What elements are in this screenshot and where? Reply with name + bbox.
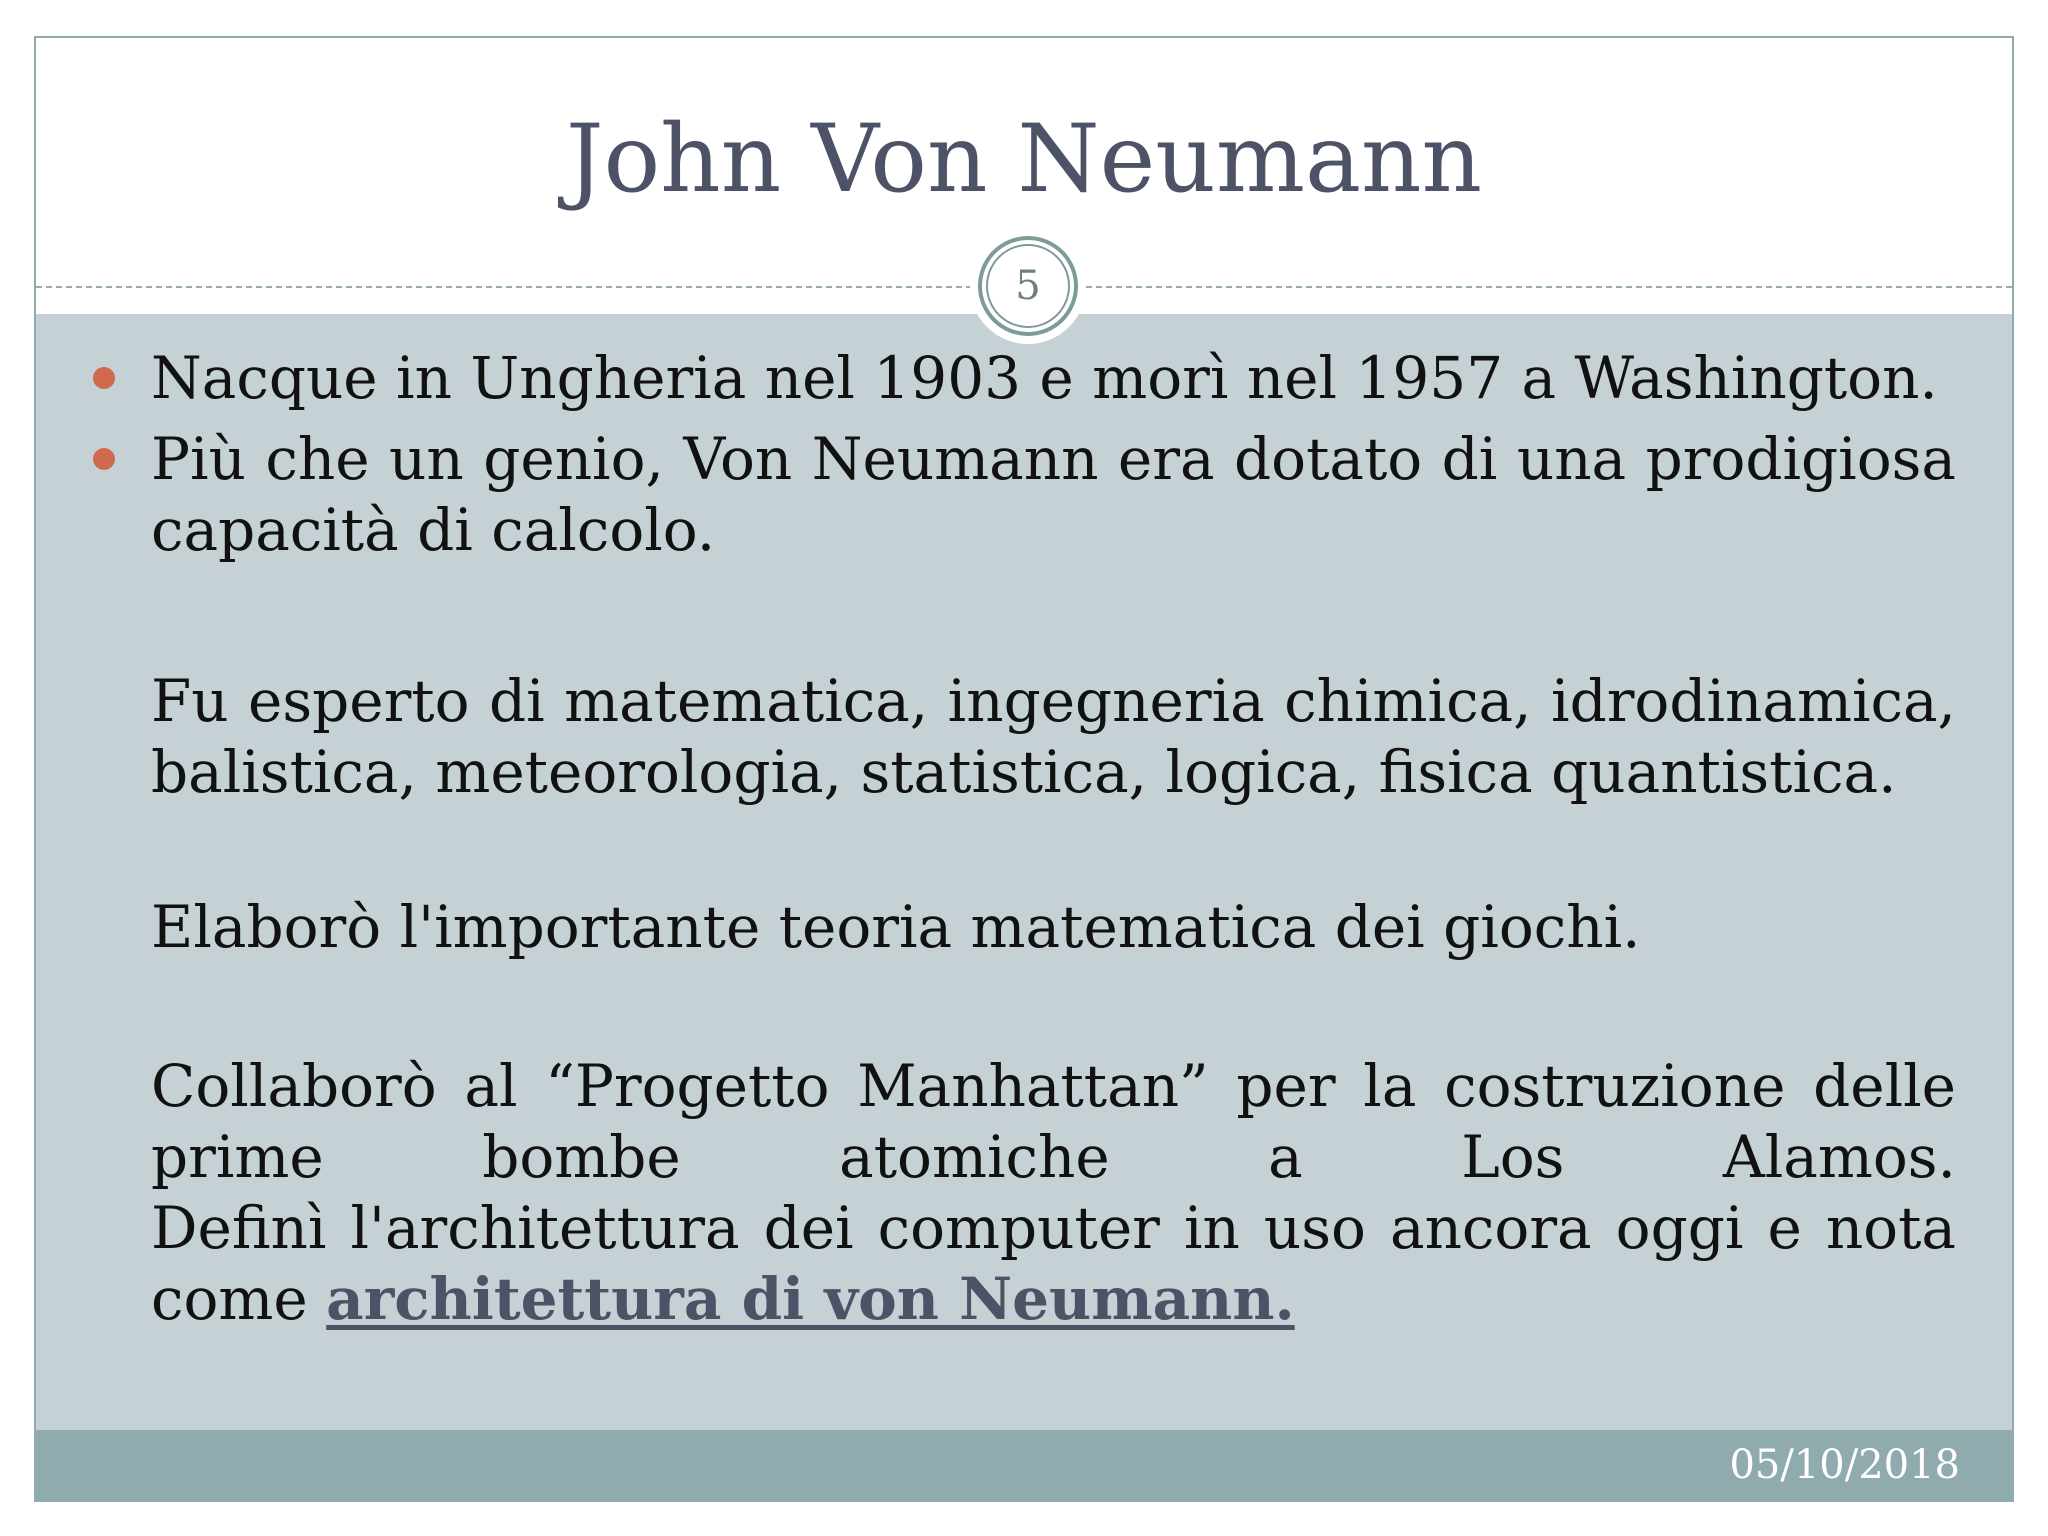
paragraph-game-theory: Elaborò l'importante teoria matematica dei giochi. bbox=[151, 893, 1641, 961]
slide-date: 05/10/2018 bbox=[1729, 1442, 1960, 1488]
slide bbox=[34, 36, 2014, 1502]
slide-title: John Von Neumann bbox=[565, 105, 1483, 214]
slide-content bbox=[151, 343, 1956, 1335]
von-neumann-architecture-link[interactable]: architettura di von Neumann. bbox=[326, 1265, 1295, 1333]
bullet-dot-icon bbox=[93, 448, 115, 470]
bullet-text: Più che un genio, Von Neumann era dotato di una prodigiosa capacità di calcolo. bbox=[151, 425, 1956, 564]
page-number: 5 bbox=[1015, 263, 1041, 309]
architecture-text: Definì l'architettura dei computer in uso ancora oggi e nota come bbox=[151, 1194, 1956, 1333]
paragraph-manhattan: Collaborò al “Progetto Manhattan” per la costruzione delle prime bombe atomiche a Los Alamos. bbox=[151, 1052, 1956, 1191]
bullet-dot-icon bbox=[93, 367, 115, 389]
bullet-text: Nacque in Ungheria nel 1903 e morì nel 1957 a Washington. bbox=[151, 344, 1938, 412]
footer-bar bbox=[36, 1430, 2012, 1500]
bullet-item bbox=[151, 424, 1956, 566]
page-number-badge bbox=[970, 228, 1086, 344]
paragraph-architecture bbox=[151, 1193, 1956, 1335]
bullet-item bbox=[151, 343, 1956, 414]
paragraph-expertise: Fu esperto di matematica, ingegneria chimica, idrodinamica, balistica, meteorologia, statistica, logica, fisica quantistica. bbox=[151, 667, 1956, 806]
